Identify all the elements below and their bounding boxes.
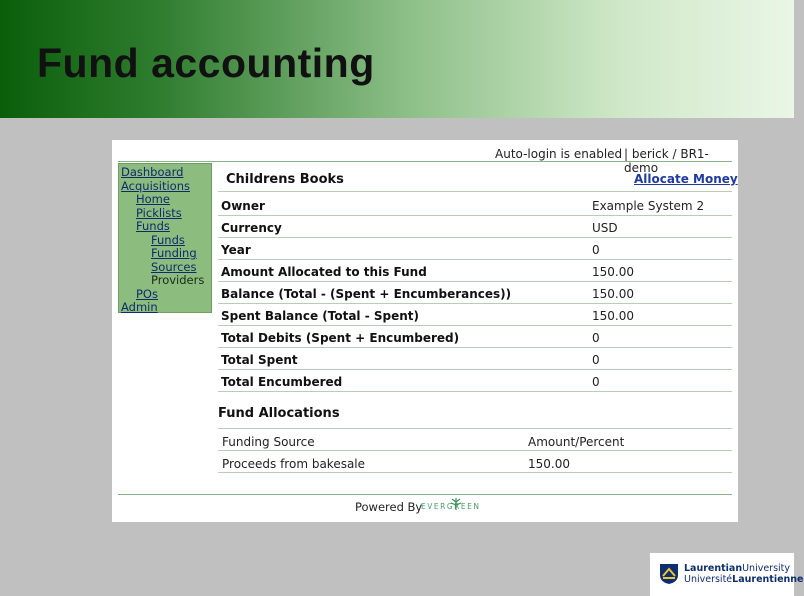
nav-home[interactable]: Home bbox=[136, 192, 170, 206]
top-divider bbox=[118, 161, 732, 162]
logo-line-french bbox=[684, 574, 804, 585]
powered-by-label: Powered By bbox=[355, 500, 423, 514]
nav-dashboard[interactable]: Dashboard bbox=[121, 165, 184, 179]
detail-row-amount-allocated bbox=[218, 259, 732, 282]
logo-word: Laurentienne bbox=[732, 574, 804, 585]
logo-word: University bbox=[742, 563, 791, 574]
allocations-title: Fund Allocations bbox=[218, 406, 340, 421]
bottom-divider bbox=[118, 494, 732, 495]
evergreen-leaf-icon bbox=[450, 497, 462, 511]
nav-picklists[interactable]: Picklists bbox=[136, 205, 182, 220]
detail-value: 150.00 bbox=[592, 265, 634, 279]
detail-row-balance bbox=[218, 281, 732, 304]
logo-word: Université bbox=[684, 574, 733, 585]
evergreen-logo-text: EVERGREEN bbox=[421, 502, 481, 511]
detail-row-owner bbox=[218, 193, 732, 216]
allocations-header-row bbox=[218, 430, 732, 451]
slide-title: Fund accounting bbox=[37, 40, 375, 86]
detail-value: 0 bbox=[592, 375, 600, 389]
app-screenshot bbox=[112, 140, 738, 522]
table-row bbox=[218, 452, 732, 473]
nav-funds-sub[interactable]: Funds bbox=[151, 232, 185, 247]
logo-line-english bbox=[684, 563, 790, 574]
detail-value: USD bbox=[592, 221, 618, 235]
detail-label: Total Encumbered bbox=[221, 375, 343, 389]
logo-word: Laurentian bbox=[684, 563, 743, 574]
detail-row-year bbox=[218, 237, 732, 260]
slide-header bbox=[0, 0, 794, 118]
university-logo bbox=[650, 553, 804, 596]
sidebar-nav bbox=[118, 163, 212, 313]
detail-label: Owner bbox=[221, 199, 265, 213]
autologin-status: Auto-login is enabled bbox=[495, 147, 623, 161]
detail-label: Spent Balance (Total - Spent) bbox=[221, 309, 419, 323]
nav-funding[interactable]: Funding bbox=[151, 246, 197, 260]
allocate-money-link[interactable]: Allocate Money bbox=[634, 172, 738, 186]
detail-label: Total Debits (Spent + Encumbered) bbox=[221, 331, 460, 345]
detail-value: Example System 2 bbox=[592, 199, 705, 213]
detail-row-total-debits bbox=[218, 325, 732, 348]
detail-row-total-spent bbox=[218, 347, 732, 370]
detail-row-currency bbox=[218, 215, 732, 238]
nav-funds[interactable]: Funds bbox=[136, 219, 170, 233]
detail-value: 150.00 bbox=[592, 309, 634, 323]
detail-row-spent-balance bbox=[218, 303, 732, 326]
column-header: Funding Source bbox=[222, 435, 315, 449]
nav-acquisitions[interactable]: Acquisitions bbox=[121, 178, 190, 193]
column-header: Amount/Percent bbox=[528, 435, 625, 449]
detail-value: 0 bbox=[592, 331, 600, 345]
nav-providers[interactable]: Providers bbox=[151, 273, 205, 287]
detail-label: Total Spent bbox=[221, 353, 298, 367]
detail-label: Balance (Total - (Spent + Encumberances)) bbox=[221, 287, 512, 301]
shield-icon bbox=[659, 563, 679, 585]
fund-name: Childrens Books bbox=[226, 172, 344, 187]
detail-row-total-encumbered bbox=[218, 369, 732, 392]
allocation-amount: 150.00 bbox=[528, 457, 570, 471]
detail-label: Year bbox=[221, 243, 251, 257]
nav-pos[interactable]: POs bbox=[136, 286, 158, 301]
detail-value: 0 bbox=[592, 243, 600, 257]
detail-value: 150.00 bbox=[592, 287, 634, 301]
detail-value: 0 bbox=[592, 353, 600, 367]
divider bbox=[218, 191, 732, 192]
detail-label: Currency bbox=[221, 221, 282, 235]
detail-label: Amount Allocated to this Fund bbox=[221, 265, 427, 279]
nav-admin[interactable]: Admin bbox=[121, 300, 158, 314]
user-info: | berick / BR1-demo bbox=[624, 147, 709, 175]
allocation-source: Proceeds from bakesale bbox=[222, 457, 366, 471]
nav-sources[interactable]: Sources bbox=[151, 259, 197, 274]
divider bbox=[218, 428, 732, 429]
